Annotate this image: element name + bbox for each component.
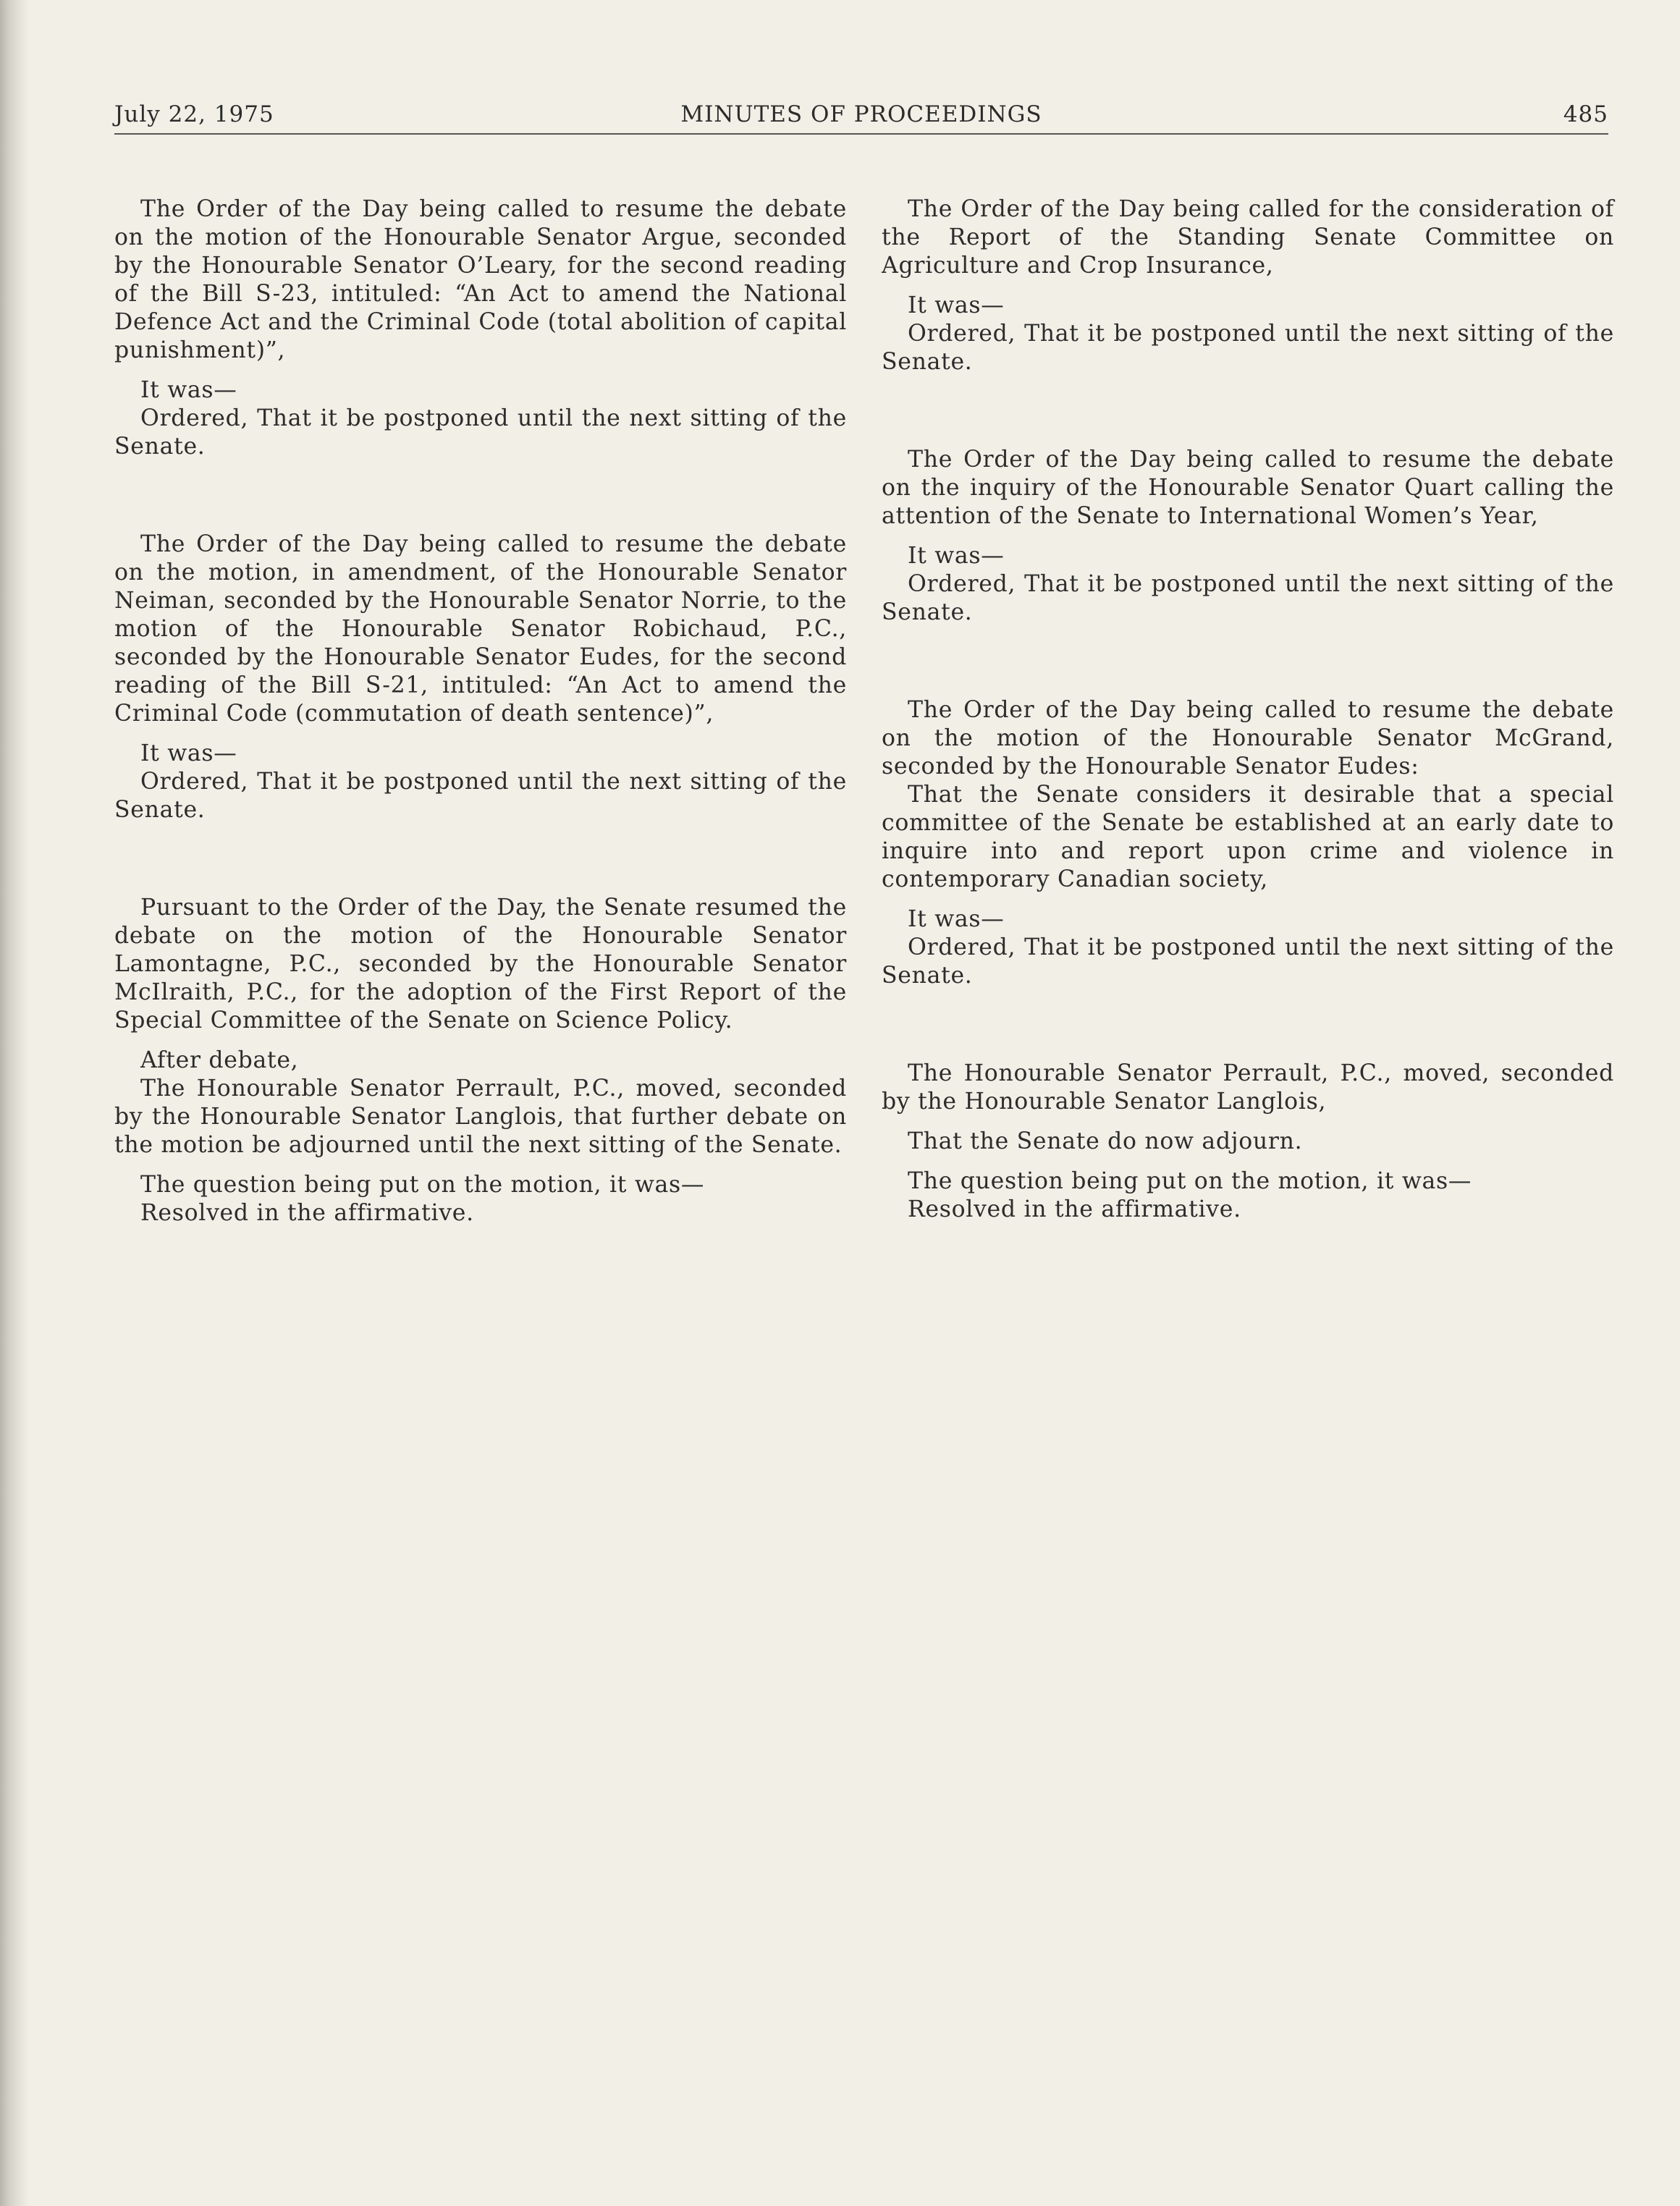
left-item2-ordered: Ordered, That it be postponed until the next sitting of the Senate. [114,769,847,823]
binding-shadow [0,0,29,2206]
right-item3-it-was: It was— [908,906,1005,932]
right-item3-motion-text: That the Senate considers it desirable that a special committee of the Senate be established at an early date to inquire into and report upon crime and violence in contemporary Canadian society, [882,782,1614,892]
page-number: 485 [1563,101,1608,127]
left-item1-paragraph: The Order of the Day being called to resume the debate on the motion of the Honourable Senator Argue, seconded by the Honourable Senator O’Leary, for the second reading of the Bill S-23, intituled: “An Act to amend the National Defence Act and the Criminal Code (total abolition of capital punishment)”, [114,196,847,363]
page-header [114,100,1608,135]
header-title: MINUTES OF PROCEEDINGS [680,101,1042,127]
left-item3-after-debate: After debate, [140,1047,299,1073]
right-item2-paragraph: The Order of the Day being called to resume the debate on the inquiry of the Honourable Senator Quart calling the attention of the Senate to International Women’s Year, [882,447,1614,529]
left-item3-moved: The Honourable Senator Perrault, P.C., moved, seconded by the Honourable Senator Langlois, that further debate on the motion be adjourned until the next sitting of the Senate. [114,1075,847,1158]
right-item3-paragraph: The Order of the Day being called to resume the debate on the motion of the Honourable Senator McGrand, seconded by the Honourable Senator Eudes: [882,697,1614,779]
right-item1-paragraph: The Order of the Day being called for the consideration of the Report of the Standing Senate Committee on Agriculture and Crop Insurance, [882,196,1614,279]
right-item4-question: The question being put on the motion, it was— [908,1168,1472,1194]
left-column [114,195,847,1227]
right-column [882,195,1614,1224]
left-item1-ordered: Ordered, That it be postponed until the next sitting of the Senate. [114,405,847,460]
right-item2-ordered: Ordered, That it be postponed until the next sitting of the Senate. [882,571,1614,625]
right-item3-ordered: Ordered, That it be postponed until the next sitting of the Senate. [882,934,1614,989]
header-date: July 22, 1975 [114,101,274,127]
right-item1-it-was: It was— [908,292,1005,318]
left-item3-question: The question being put on the motion, it was— [140,1172,705,1198]
right-item4-resolved: Resolved in the affirmative. [908,1196,1241,1222]
left-item1-it-was: It was— [140,377,237,403]
right-item2-it-was: It was— [908,543,1005,569]
right-item4-moved: The Honourable Senator Perrault, P.C., moved, seconded by the Honourable Senator Langlois, [882,1060,1614,1115]
left-item3-paragraph: Pursuant to the Order of the Day, the Senate resumed the debate on the motion of the Honourable Senator Lamontagne, P.C., seconded by the Honourable Senator McIlraith, P.C., for the adoption of the First Report of the Special Committee of the Senate on Science Policy. [114,895,847,1034]
left-item3-resolved: Resolved in the affirmative. [140,1200,474,1226]
right-item1-ordered: Ordered, That it be postponed until the next sitting of the Senate. [882,321,1614,375]
left-item2-it-was: It was— [140,740,237,766]
left-item2-paragraph: The Order of the Day being called to resume the debate on the motion, in amendment, of the Honourable Senator Neiman, seconded by the Honourable Senator Norrie, to the motion of the Honourable Senator Robichaud, P.C., seconded by the Honourable Senator Eudes, for the second reading of the Bill S-21, intituled: “An Act to amend the Criminal Code (commutation of death sentence)”, [114,531,847,727]
right-item4-motion-text: That the Senate do now adjourn. [908,1128,1303,1154]
